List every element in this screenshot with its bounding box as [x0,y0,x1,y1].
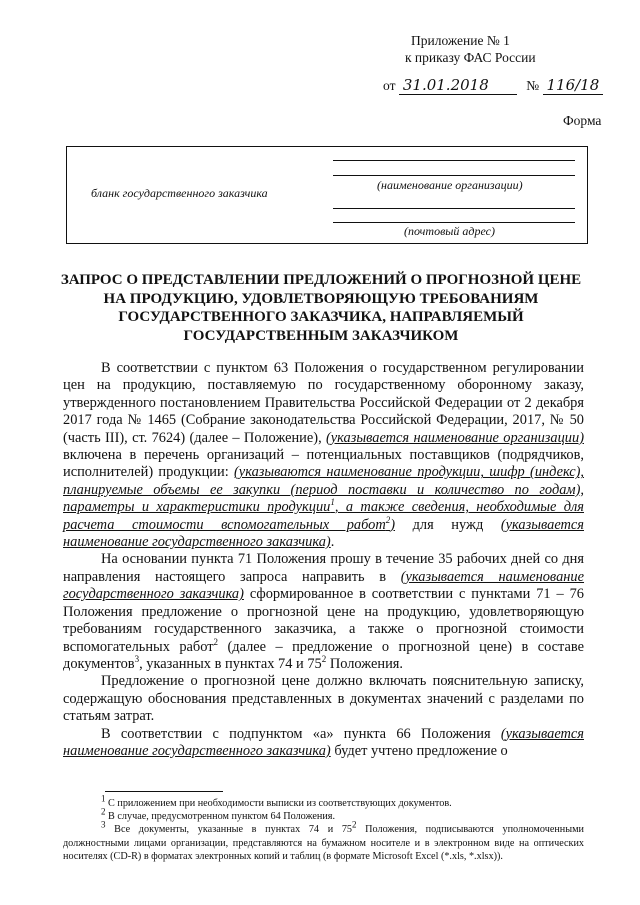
order-date-line [383,76,603,95]
appendix-order: к приказу ФАС России [405,50,536,65]
org-name-line [333,175,575,176]
postal-address-caption: (почтовый адрес) [404,224,495,238]
footnote-separator [105,791,223,792]
order-date: 31.01.2018 [399,76,517,95]
paragraph-3: Предложение о прогнозной цене должно включать пояснительную записку, содержащую обоснования представленных в документах значений с разделами по статьям затрат. [63,673,584,725]
footnote-2: $^2$ В случае, предусмотренном пунктом 64 Положения. [101,806,336,823]
document-title: ЗАПРОС О ПРЕДСТАВЛЕНИИ ПРЕДЛОЖЕНИЙ О ПРОГНОЗНОЙ ЦЕНЕ НА ПРОДУКЦИЮ, УДОВЛЕТВОРЯЮЩУЮ ТРЕБОВАНИЯМ ГОСУДАРСТВЕННОГО ЗАКАЗЧИКА, НАПРАВЛЯЕМЫЙ ГОСУДАРСТВЕННЫМ ЗАКАЗЧИКОМ [60,272,582,344]
paragraph-2: На основании пункта 71 Положения прошу в течение 35 рабочих дней со дня направления настоящего запроса направить в (указывается наименование государственного заказчика) сформированное в соответствии с пунктами 71 – 76 Положения предложение о прогнозной цене на продукцию, удовлетворяющую требованиям государственного заказчика, а также о прогнозной стоимости вспомогательных работ$^2$ (далее – предложение о прогнозной цене) в составе документов$^3$, указанных в пунктах 74 и $75^2$ Положения. [63,551,585,672]
postal-address-line [333,208,575,209]
org-name-line [333,160,575,161]
appendix-header [405,32,536,66]
org-name-caption: (наименование организации) [377,178,523,192]
postal-address-line [333,222,575,223]
date-prefix: от [383,78,396,93]
appendix-number: Приложение № 1 [411,33,510,48]
footnote-3: $^3$ Все документы, указанные в пунктах 74 и $75^2$ Положения, подписываются уполномоченными должностными лицами организации, представляются на бумажном носителе и в электронном виде на оптических носителях (CD-R) в форматах электронных копий и таблиц (в формате Microsoft Excel (*.xls, *.xlsx)). [63,820,585,862]
paragraph-4: В соответствии с подпунктом «а» пункта 66 Положения (указывается наименование государственного заказчика) будет учтено предложение о [63,725,584,759]
customer-blank-label: бланк государственного заказчика [91,186,268,200]
order-number: 116/18 [543,76,604,95]
footnote-1: $^1$ С приложением при необходимости выписки из соответствующих документов. [101,793,452,809]
document-body [63,360,584,760]
number-prefix: № [526,78,540,93]
footnotes [63,793,585,863]
form-label: Форма [563,113,602,128]
paragraph-1: В соответствии с пунктом 63 Положения о государственном регулировании цен на продукцию, поставляемую по государственному оборонному заказу, утвержденного постановлением Правительства Российской Федерации от 2 декабря 2017 года № 1465 (Собрание законодательства Российской Федерации, 2017, № 50 (часть III), ст. 7624) (далее – Положение), (указывается наименование организации) включена в перечень организаций – потенциальных поставщиков (подрядчиков, исполнителей) продукции: (указываются наименование продукции, шифр (индекс), планируемые объемы ее закупки (период поставки и количество по годам), параметры и характеристики продукции$^1$, а также сведения, необходимые для расчета стоимости вспомогательных работ$^2$) для нужд (указывается наименование государственного заказчика). [63,360,584,551]
